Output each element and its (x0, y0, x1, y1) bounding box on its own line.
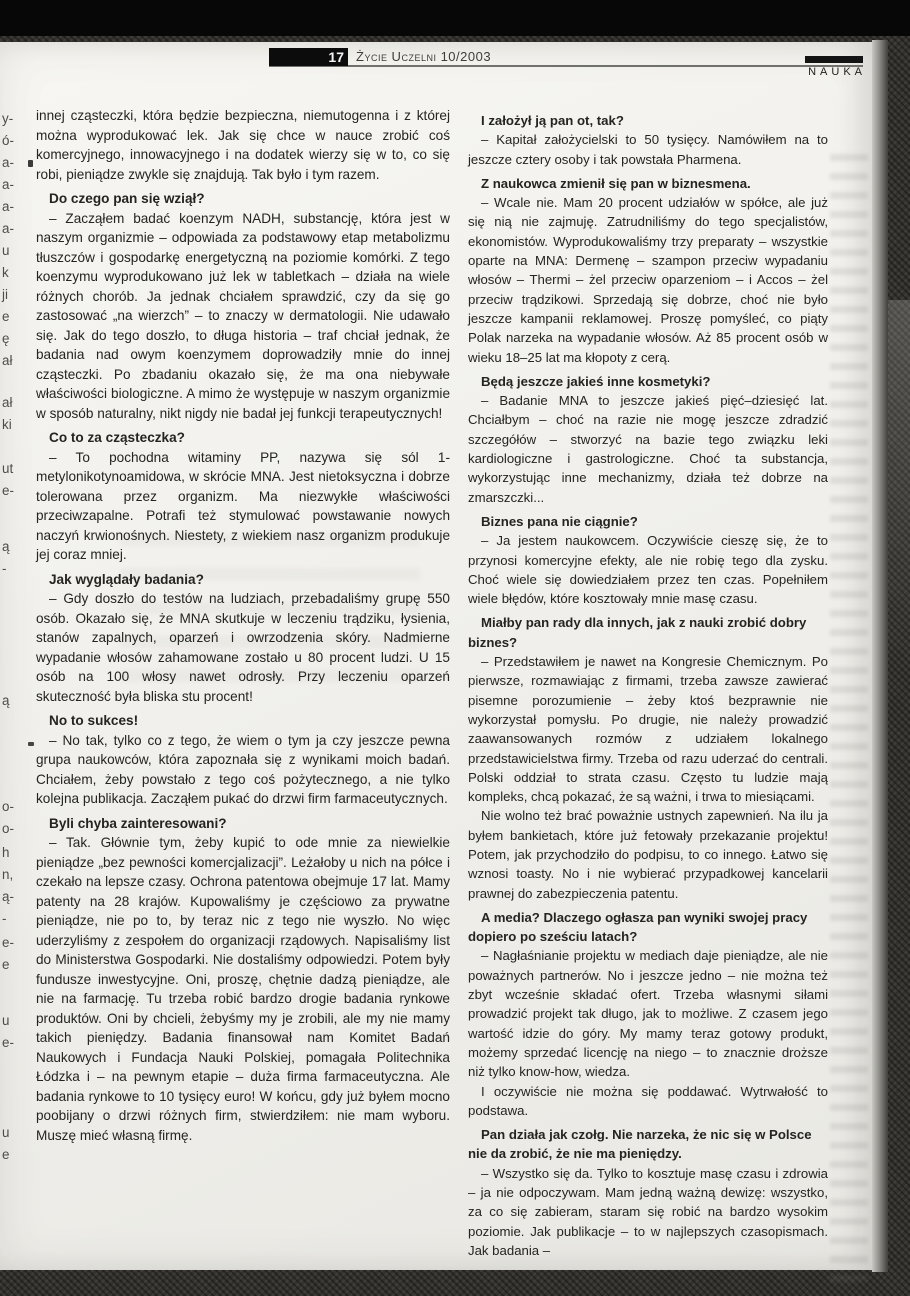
article-column-left (36, 106, 450, 1145)
cropped-text-fragment: ał (2, 353, 13, 368)
interview-paragraph: – Wszystko się da. Tylko to kosztuje masę czasu i zdrowia – ja nie odpoczywam. Mam jedną ważną dewizę: wszystko, za co się zabieram, staram się robić na bardzo wysokim poziomie. Jak publikacje – to w najlepszych czasopismach. Jak badania – (468, 1165, 828, 1258)
left-edge-fragments (0, 0, 26, 1296)
interview-paragraph: – Tak. Głównie tym, żeby kupić to ode mnie za niewielkie pieniądze „bez pewności komercjalizacji”. Leżałoby u nich na półce i czekało na lepsze czasy. Ochrona patentowa obejmuje 17 lat. Mamy patenty na 28 krajów. Kupowaliśmy je częściowo za prywatne pieniądze, nie po to, by teraz nic z tego nie wyszło. No więc uderzyliśmy z zespołem do organizacji rządowych. Napisaliśmy list do Ministerstwa Gospodarki. Nie dostaliśmy odpowiedzi. Potem były fundusze inwestycyjne. Oni, proszę, chętnie dadzą pieniądze, ale nie na farmację. Tu trzeba robić bardzo drogie badania rynkowe produktów. Oni by chcieli, żebyśmy my je zrobili, ale my nie mamy takich pieniędzy. Badania finansował nam Komitet Badań Naukowych i Fundacja Nauki Polskiej, pomagała Politechnika Łódzka i – na pewnym etapie – duża firma farmaceutyczna. Ale badania rynkowe to 10 tysięcy euro! W końcu, gdy już byłem mocno poobijany o drzwi różnych firm, stwierdziłem: nie mam wyboru. Muszę mieć własną firmę. (36, 835, 450, 1143)
interview-paragraph: – Gdy doszło do testów na ludziach, przebadaliśmy grupę 550 osób. Okazało się, że MNA skutkuje w leczeniu trądziku, łysienia, stanów zapalnych, oparzeń i owrzodzenia skóry. Nadmierne wypadanie włosów zahamowane zostało u 80 procent ludzi. U 15 osób na 100 włosy nawet odrosły. Przy leczeniu oparzeń skuteczność była bliska stu procent! (36, 591, 450, 704)
scan-artifact-mark (28, 160, 33, 167)
cropped-text-fragment: a- (2, 199, 14, 214)
interview-paragraph: – Nagłaśnianie projektu w mediach daje pieniądze, ale nie poważnych partnerów. No i jeszcze jedno – nie można też zbyt wcześnie składać ofert. Trzeba własnymi siłami prowadzić projekt tak długo, jak to możliwe. Z czasem jego wartość idzie do góry. My mamy teraz gotowy produkt, możemy sprzedać licencję na niego – to znacznie droższe niż tylko know-how, wiedza. (468, 948, 828, 1080)
magazine-title: Życie Uczelni 10/2003 (356, 49, 492, 64)
interview-paragraph: – No tak, tylko co z tego, że wiem o tym ja czy jeszcze pewna grupa naukowców, która zapoznała się z wynikami moich badań. Chciałem, żeby powstało z tego coś pożytecznego, a nie tylko kolejna publikacja. Zacząłem pukać do drzwi firm farmaceutycznych. (36, 732, 450, 806)
interview-paragraph: – Wcale nie. Mam 20 procent udziałów w spółce, ale już się nią nie zajmuję. Zatrudniliśmy do tego specjalistów, ekonomistów. Wyprodukowaliśmy trzy preparaty – wszystkie oparte na MNA: Dermenę – szampon przeciw wypadaniu włosów – Thermi – żel przeciw oparzeniom – i Accos – żel przeciw trądzikowi. Sprzedają się dobrze, choć nie było jeszcze kampanii reklamowej. Proszę pomyśleć, co piąty Polak narzeka na wypadanie włosów. Aż 85 procent osób w wieku 18–25 lat ma kłopoty z cerą. (468, 195, 828, 365)
cropped-text-fragment: a- (2, 177, 14, 192)
cropped-text-fragment: a- (2, 221, 14, 236)
cropped-text-fragment: - (2, 561, 7, 576)
photo-top-shadow (0, 0, 910, 36)
cropped-text-fragment: ut (2, 461, 14, 476)
cropped-text-fragment: u (2, 243, 10, 258)
cropped-text-fragment: k (2, 265, 9, 280)
interview-question: Biznes pana nie ciągnie? (481, 513, 638, 529)
interview-question: Z naukowca zmienił się pan w biznesmena. (481, 175, 751, 191)
cropped-text-fragment: ę (2, 331, 10, 346)
interview-question: No to sukces! (49, 713, 139, 728)
cropped-text-fragment: ą- (2, 889, 14, 904)
interview-question: A media? Dlaczego ogłasza pan wyniki swojej pracy dopiero po sześciu latach? (468, 909, 808, 945)
interview-question: I założył ją pan ot, tak? (481, 113, 624, 128)
bleed-through-text-artifact (830, 154, 868, 1294)
cropped-text-fragment: e- (2, 1035, 14, 1050)
interview-question: Jak wyglądały badania? (49, 571, 204, 587)
interview-paragraph: Nie wolno też brać poważnie ustnych zapewnień. Na ilu ja byłem bankietach, które już fetowały przekazanie projektu! Potem, jak przychodziło do podpisu, to co innego. Łatwo się wznosi toasty. No i nie wybierać przypadkowej kancelarii prawnej do zabezpieczenia patentu. (468, 808, 828, 901)
cropped-text-fragment: e- (2, 483, 14, 498)
cropped-text-fragment: h (2, 845, 10, 860)
section-bar (805, 56, 863, 63)
cropped-text-fragment: ki (2, 417, 12, 432)
article-column-right (468, 106, 828, 1260)
cropped-text-fragment: ał (2, 395, 13, 410)
interview-paragraph: innej cząsteczki, która będzie bezpieczna, niemutogenna i z której można wyprodukować lek. Jak się chce w nauce zrobić coś komercyjnego, innowacyjnego i na dodatek wierzy się w to, co się robi, pieniądze zwykle się znajdują. Tak było i tym razem. (36, 108, 450, 182)
cropped-text-fragment: - (2, 911, 7, 926)
page-edge (872, 40, 888, 1272)
interview-question: Do czego pan się wziął? (49, 191, 205, 206)
cropped-text-fragment: e- (2, 935, 14, 950)
page-number-box (269, 48, 348, 66)
scan-artifact-mark (28, 742, 34, 746)
cropped-text-fragment: e (2, 1147, 10, 1162)
cropped-text-fragment: e (2, 957, 10, 972)
cropped-text-fragment: u (2, 1125, 10, 1140)
interview-paragraph: I oczywiście nie można się poddawać. Wytrwałość to podstawa. (468, 1083, 828, 1118)
cropped-text-fragment: o- (2, 821, 14, 836)
interview-paragraph: – Zacząłem badać koenzym NADH, substancję, która jest w naszym organizmie – odpowiada za podstawowy etap metabolizmu tłuszczów i gospodarkę energetyczną na poziomie komórki. Z tego koenzymu wyprodukowano już lek w tabletkach – działa na wiele różnych chorób. Ja jednak chciałem sprawdzić, czy da się go zastosować „na wierzch” – to znaczy w dermatologii. Nie udawało się. Jak do tego doszło, to długa historia – traf chciał jednak, że badania nad owym koenzymem doprowadziły mnie do innej cząsteczki. Po zbadaniu okazało się, że ma ona niebywałe właściwości biologiczne. A mimo że występuje w naszym organizmie w sposób naturalny, nikt nigdy nie badał jej funkcji terapeutycznych! (36, 210, 450, 421)
section-label: NAUKA (808, 66, 866, 78)
interview-question: Będą jeszcze jakieś inne kosmetyki? (481, 373, 711, 389)
cropped-text-fragment: o- (2, 799, 14, 814)
header-rule (269, 65, 863, 67)
interview-paragraph: – Kapitał założycielski to 50 tysięcy. Namówiłem na to jeszcze cztery osoby i tak powstała Pharmena. (468, 132, 828, 167)
cropped-text-fragment: ji (2, 287, 8, 302)
interview-paragraph: – Ja jestem naukowcem. Oczywiście cieszę się, że to przynosi komercyjne efekty, ale nie robię tego dla zysku. Choć wiele się dowiedziałem przez ten czas. Popełniłem wiele błędów, które kosztowały mnie masę czasu. (468, 533, 828, 607)
cropped-text-fragment: e (2, 309, 10, 324)
interview-question: Co to za cząsteczka? (49, 430, 185, 445)
interview-question: Byli chyba zainteresowani? (49, 815, 227, 831)
cropped-text-fragment: ą (2, 539, 10, 554)
cropped-text-fragment: u (2, 1013, 10, 1028)
page-number: 17 (328, 49, 344, 65)
cropped-text-fragment: a- (2, 155, 14, 170)
interview-paragraph: – Badanie MNA to jeszcze jakieś pięć–dziesięć lat. Chciałbym – choć na razie nie mogę jeszcze zdradzić szczegółów – stworzyć na bazie tego związku leki kardiologiczne i gastrologiczne. Choć ta substancja, wykorzystując inne mechanizmy, działa też dobrze na zmarszczki... (468, 393, 828, 505)
interview-question: Pan działa jak czołg. Nie narzeka, że nic się w Polsce nie da zrobić, że nie ma pieniędzy. (468, 1127, 812, 1162)
cropped-text-fragment: ą (2, 693, 10, 708)
interview-question: Miałby pan rady dla innych, jak z nauki zrobić dobry biznes? (468, 615, 807, 650)
interview-paragraph: – Przedstawiłem je nawet na Kongresie Chemicznym. Po pierwsze, rozmawiając z firmami, trzeba zawsze zawierać pisemne porozumienie – żeby ktoś bezprawnie nie wykorzystał pomysłu. Po drugie, nie należy prowadzić zaawansowanych rozmów z udziałem lokalnego przedstawicielstwa firmy. Trzeba od razu uderzać do centrali. Polski oddział to strata czasu. Często tu ludzie mają kompleks, chcą pokazać, że są ważni, i trwa to miesiącami. (468, 654, 828, 805)
cropped-text-fragment: y- (2, 111, 14, 126)
cropped-text-fragment: ó- (2, 133, 14, 148)
interview-paragraph: – To pochodna witaminy PP, nazywa się sól 1-metylonikotynoamidowa, w skrócie MNA. Jest nietoksyczna i dobrze tolerowana przez organizm. Ma niezwykłe właściwości przeciwzapalne. Potrafi też stymulować powstawanie nowych naczyń krwionośnych. Niestety, z wiekiem nasz organizm produkuje jej coraz mniej. (36, 449, 450, 562)
cropped-text-fragment: n, (2, 867, 14, 882)
